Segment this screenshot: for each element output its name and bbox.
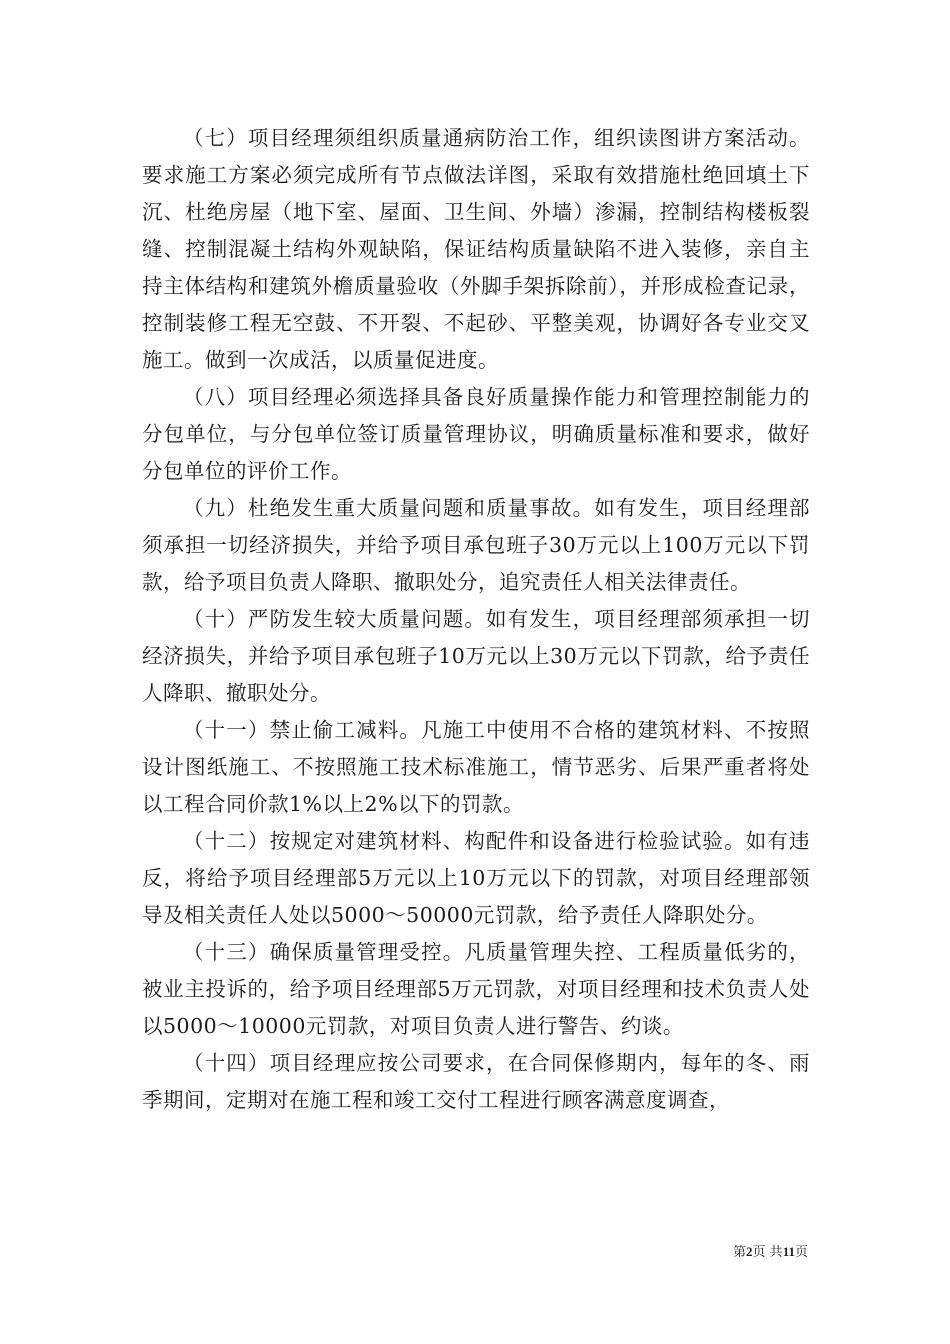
page-number-footer: [733, 1244, 808, 1261]
paragraph-12: （十二）按规定对建筑材料、构配件和设备进行检验试验。如有违反，将给予项目经理部5万元以上10万元以下的罚款，对项目经理部领导及相关责任人处以5000～50000元罚款，给予责任人降职处分。: [142, 829, 810, 927]
paragraph-13: （十三）确保质量管理受控。凡质量管理失控、工程质量低劣的，被业主投诉的，给予项目经理部5万元罚款，对项目经理和技术负责人处以5000～10000元罚款，对项目负责人进行警告、约谈。: [142, 940, 810, 1038]
total-pages-number: 11: [782, 1244, 795, 1259]
paragraph-8: （八）项目经理必须选择具备良好质量操作能力和管理控制能力的分包单位，与分包单位签订质量管理协议，明确质量标准和要求，做好分包单位的评价工作。: [142, 385, 810, 483]
paragraph-11: （十一）禁止偷工减料。凡施工中使用不合格的建筑材料、不按照设计图纸施工、不按照施工技术标准施工，情节恶劣、后果严重者将处以工程合同价款1%以上2%以下的罚款。: [142, 718, 810, 816]
footer-middle: 页 共: [752, 1245, 783, 1260]
document-body: [142, 120, 810, 1119]
footer-prefix: 第: [733, 1245, 747, 1260]
paragraph-14: （十四）项目经理应按公司要求，在合同保修期内，每年的冬、雨季期间，定期对在施工程和竣工交付工程进行顾客满意度调查，: [142, 1051, 810, 1112]
current-page-number: 2: [746, 1244, 753, 1259]
paragraph-9: （九）杜绝发生重大质量问题和质量事故。如有发生，项目经理部须承担一切经济损失，并给予项目承包班子30万元以上100万元以下罚款，给予项目负责人降职、撤职处分，追究责任人相关法律责任。: [142, 496, 810, 594]
paragraph-10: （十）严防发生较大质量问题。如有发生，项目经理部须承担一切经济损失，并给予项目承包班子10万元以上30万元以下罚款，给予责任人降职、撤职处分。: [142, 607, 810, 705]
paragraph-7: （七）项目经理须组织质量通病防治工作，组织读图讲方案活动。要求施工方案必须完成所有节点做法详图，采取有效措施杜绝回填土下沉、杜绝房屋（地下室、屋面、卫生间、外墙）渗漏，控制结构楼板裂缝、控制混凝土结构外观缺陷，保证结构质量缺陷不进入装修，亲自主持主体结构和建筑外檐质量验收（外脚手架拆除前），并形成检查记录，控制装修工程无空鼓、不开裂、不起砂、平整美观，协调好各专业交叉施工。做到一次成活，以质量促进度。: [142, 126, 810, 372]
footer-suffix: 页: [794, 1245, 808, 1260]
